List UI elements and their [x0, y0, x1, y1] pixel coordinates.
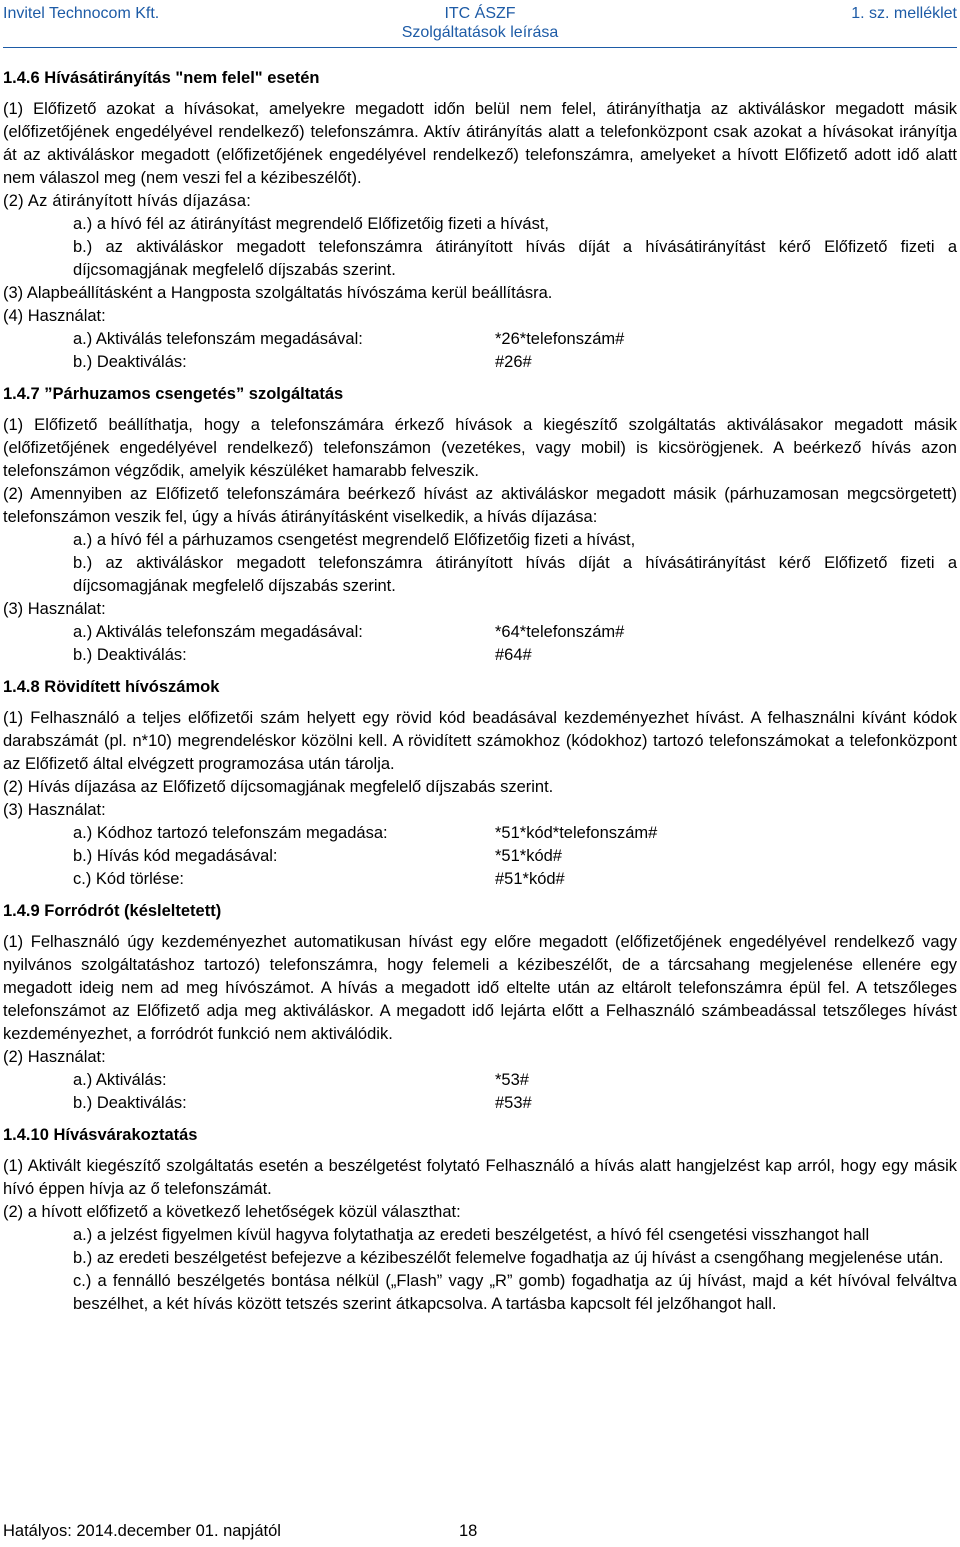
list-item: a.) a hívó fél a párhuzamos csengetést megrendelő Előfizetőig fizeti a hívást, [73, 531, 636, 549]
footer-effective-date: Hatályos: 2014.december 01. napjától [3, 1522, 281, 1540]
command-code: *53# [495, 1071, 529, 1089]
paragraph: (3) Alapbeállításként a Hangposta szolgáltatás hívószáma kerül beállításra. [3, 284, 553, 302]
section-title-146: 1.4.6 Hívásátirányítás "nem felel" esetén [3, 69, 320, 87]
command-label: a.) Aktiválás: [73, 1071, 167, 1089]
command-row [73, 868, 957, 891]
document-body [3, 66, 957, 1316]
page-number: 18 [459, 1522, 478, 1540]
command-label: a.) Aktiválás telefonszám megadásával: [73, 330, 363, 348]
list-item: b.) az aktiváláskor megadott telefonszámra átirányított hívás díját a hívásátirányítást kérő Előfizető fizeti a díjcsomagjának megfelelő díjszabás szerint. [73, 554, 957, 595]
section-title-147: 1.4.7 ”Párhuzamos csengetés” szolgáltatás [3, 385, 344, 403]
command-code: *51*kód# [495, 847, 562, 865]
paragraph: (1) Felhasználó a teljes előfizetői szám helyett egy rövid kód beadásával kezdeményezhet hívást. A felhasználni kívánt kódok darabszámát (pl. n*10) megrendeléskor közölni kell. A rövidített számokhoz (kódokhoz) tartozó telefonszámokat a telefonközpont az Előfizető által elvégzett programozása után tárolja. [3, 709, 957, 773]
paragraph: (2) Használat: [3, 1048, 106, 1066]
paragraph: (3) Használat: [3, 600, 106, 618]
command-label: c.) Kód törlése: [73, 870, 184, 888]
header-title: ITC ÁSZF [444, 5, 516, 22]
paragraph: (2) Hívás díjazása az Előfizető díjcsomagjának megfelelő díjszabás szerint. [3, 778, 554, 796]
paragraph: (1) Előfizető beállíthatja, hogy a telefonszámára érkező hívások a kiegészítő szolgáltatás aktiválásakor megadott másik (előfizetőjének engedélyével rendelkező) telefonszámon (vezetékes, vagy mobil) is kicsörögjenek. A beérkező hívás azon telefonszámon végződik, amelyik készüléket hamarabb felveszik. [3, 416, 957, 480]
command-row [73, 621, 957, 644]
command-code: #64# [495, 646, 532, 664]
section-title-148: 1.4.8 Rövidített hívószámok [3, 678, 220, 696]
command-label: b.) Deaktiválás: [73, 353, 187, 371]
footer [3, 1522, 478, 1541]
list-item: a.) a jelzést figyelmen kívül hagyva folytathatja az eredeti beszélgetést, a hívó fél csengetési visszhangot hall [73, 1226, 870, 1244]
paragraph: (3) Használat: [3, 801, 106, 819]
paragraph: (2) Az átirányított hívás díjazása: [3, 192, 252, 210]
paragraph: (2) a hívott előfizető a következő lehetőségek közül választhat: [3, 1203, 461, 1221]
command-row [73, 351, 957, 374]
command-row [73, 328, 957, 351]
header-annex: 1. sz. melléklet [851, 5, 957, 22]
header-divider [3, 47, 957, 48]
paragraph: (4) Használat: [3, 307, 106, 325]
header-subtitle: Szolgáltatások leírása [401, 24, 559, 41]
command-code: *64*telefonszám# [495, 623, 625, 641]
command-label: b.) Deaktiválás: [73, 1094, 187, 1112]
command-label: b.) Deaktiválás: [73, 646, 187, 664]
paragraph: (1) Előfizető azokat a hívásokat, amelyekre megadott időn belül nem felel, átirányíthatja az aktiváláskor megadott másik (előfizetőjének engedélyével rendelkező) telefonszámra. Aktív átirányítás alatt a telefonközpont csak azokat a hívásokat irányítja át az aktiváláskor megadott (előfizetőjének engedélyével rendelkező) telefonszámra, amelyeket a hívott Előfizető adott idő alatt nem válaszol meg (nem veszi fel a kézibeszélőt). [3, 100, 957, 187]
section-title-149: 1.4.9 Forródrót (késleltetett) [3, 902, 222, 920]
command-row [73, 1092, 957, 1115]
command-row [73, 644, 957, 667]
command-code: #53# [495, 1094, 532, 1112]
command-row [73, 822, 957, 845]
paragraph: (2) Amennyiben az Előfizető telefonszámára beérkező hívást az aktiváláskor megadott másik (párhuzamosan megcsörgetett) telefonszámon veszik fel, úgy a hívás átirányításként viselkedik, a hívás díjazása: [3, 485, 957, 526]
command-code: *51*kód*telefonszám# [495, 824, 658, 842]
command-label: b.) Hívás kód megadásával: [73, 847, 278, 865]
command-code: *26*telefonszám# [495, 330, 625, 348]
command-label: a.) Kódhoz tartozó telefonszám megadása: [73, 824, 388, 842]
command-row [73, 1069, 957, 1092]
list-item: b.) az aktiváláskor megadott telefonszámra átirányított hívás díját a hívásátirányítást kérő Előfizető fizeti a díjcsomagjának megfelelő díjszabás szerint. [73, 238, 957, 279]
section-title-1410: 1.4.10 Hívásvárakoztatás [3, 1126, 198, 1144]
list-item: c.) a fennálló beszélgetés bontása nélkül („Flash” vagy „R” gomb) fogadhatja az új hívást, majd a két hívóval felváltva beszélhet, a két hívás között tetszés szerint átkapcsolva. A tartásba kapcsolt fél jelzőhangot hall. [73, 1272, 957, 1313]
paragraph: (1) Aktivált kiegészítő szolgáltatás esetén a beszélgetést folytató Felhasználó a hívás alatt hangjelzést kap arról, hogy egy másik hívó éppen hívja az ő telefonszámát. [3, 1157, 957, 1198]
command-code: #51*kód# [495, 870, 565, 888]
command-row [73, 845, 957, 868]
list-item: a.) a hívó fél az átirányítást megrendelő Előfizetőig fizeti a hívást, [73, 215, 549, 233]
command-code: #26# [495, 353, 532, 371]
command-label: a.) Aktiválás telefonszám megadásával: [73, 623, 363, 641]
header-company: Invitel Technocom Kft. [3, 5, 160, 22]
paragraph: (1) Felhasználó úgy kezdeményezhet automatikusan hívást egy előre megadott (előfizetőjének engedélyével rendelkező vagy nyilvános szolgáltatáshoz tartozó) telefonszámra, hogy felemeli a kézibeszélőt, de a tárcsahang megjelenése ellenére egy megadott ideig nem ad meg hívószámot. A hívás a megadott idő eltelte után az eltárolt telefonszámra épül fel. A tetszőleges telefonszámot az Előfizető adja meg aktiváláskor. A megadott idő lejárta előtt a Felhasználó számbeadással tetszőleges hívást kezdeményezhet, a forródrót funkció nem aktiválódik. [3, 933, 957, 1043]
list-item: b.) az eredeti beszélgetést befejezve a kézibeszélőt felemelve fogadhatja az új hívást a csengőhang megjelenése után. [73, 1249, 944, 1267]
